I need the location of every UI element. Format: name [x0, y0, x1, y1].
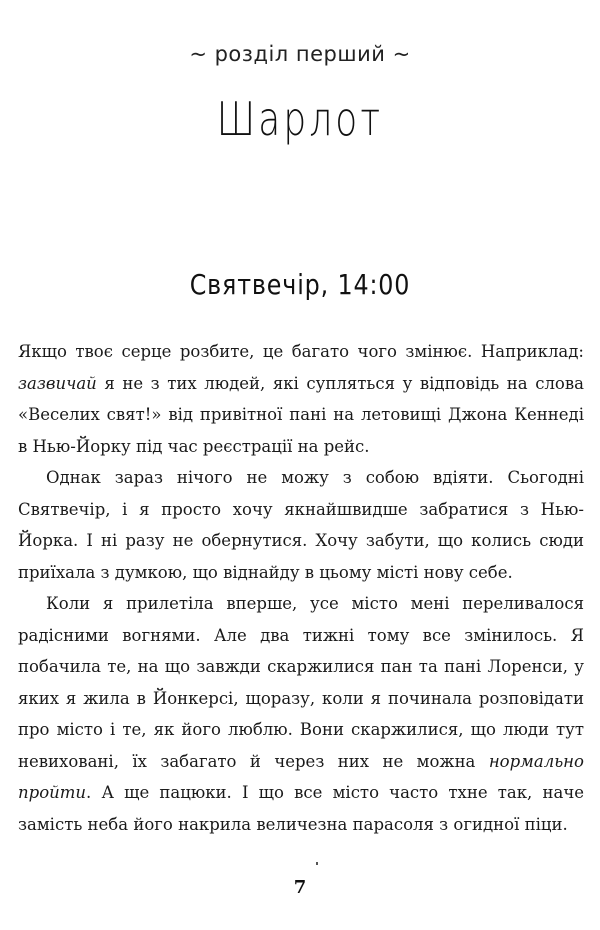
paragraph-2: [18, 462, 584, 588]
emphasis-text: нормально пройти: [18, 751, 584, 802]
paragraph-text: Коли я прилетіла вперше, усе місто мені переливалося радісними вогнями. Але два тижні тому все змінилось. Я побачила те, на що завжди скаржилися пан та пані Лоренси, у яких я жила в Йонкерсі, щоразу, коли я починала розповідати про місто і те, як його люблю. Вони скаржилися, що люди тут невиховані, їх забагато й через них не можна: [18, 594, 584, 771]
paragraph-text: Однак зараз нічого не можу з собою вдіяти. Сьогодні Святвечір, і я просто хочу якнайшвидше забратися з Нью-Йорка. І ні разу не обернутися. Хочу забути, що колись сюди приїхала з думкою, що віднайду в цьому місті нову себе.: [18, 468, 584, 582]
body-text: [18, 336, 584, 840]
paragraph-text: я не з тих людей, які супляться у відповідь на слова «Веселих свят!» від привітної пані на летовищі Джона Кеннеді в Нью-Йорку під час реєстрації на рейс.: [18, 373, 584, 456]
page-number: 7: [293, 877, 307, 898]
chapter-kicker: ~ розділ перший ~: [189, 42, 411, 66]
paragraph-1: [18, 336, 584, 462]
paragraph-text: . А ще пацюки. І що все місто часто тхне так, наче замість неба його накрила величезна парасоля з огидної піци.: [18, 783, 584, 834]
print-speck: [316, 862, 318, 865]
section-heading: Святвечір, 14:00: [189, 268, 411, 301]
paragraph-3: [18, 588, 584, 840]
emphasis-text: зазвичай: [18, 373, 97, 393]
chapter-title: Шарлот: [216, 92, 384, 146]
paragraph-text: Якщо твоє серце розбите, це багато чого змінює. Наприклад:: [18, 342, 584, 361]
